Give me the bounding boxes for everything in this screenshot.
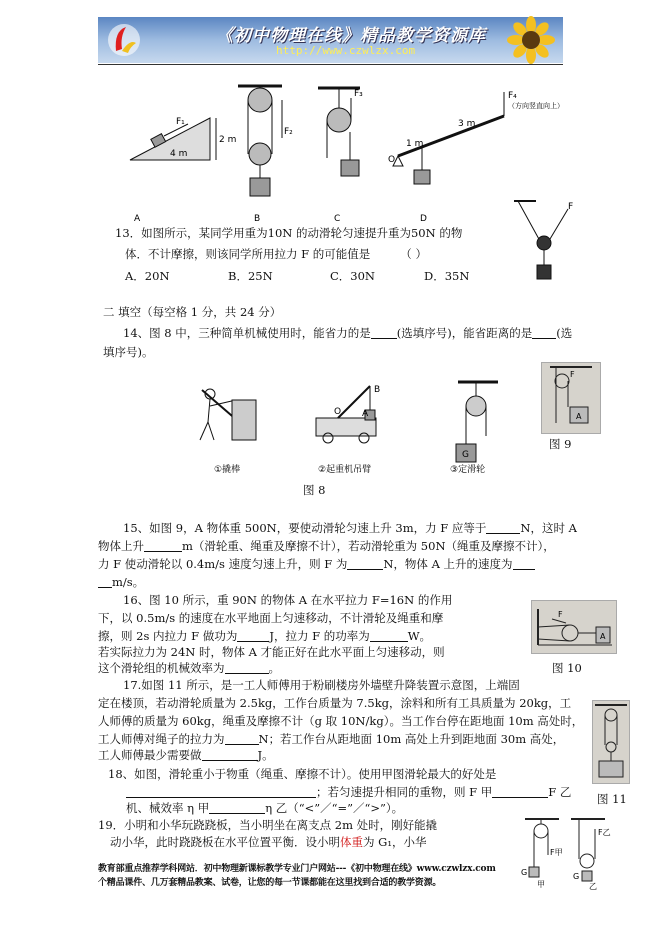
q14-line1: 14、图 8 中，三种简单机械使用时，能省力的是 (选填序号)，能省距离的是 (选 [123,326,573,340]
fig11-caption: 图 11 [597,792,627,806]
svg-text:F甲: F甲 [550,848,563,857]
footer-line1: 教育部重点推荐学科网站．初中物理新课标教学专业门户网站---《初中物理在线》www.czwlzx.com [98,864,496,874]
svg-text:4 m: 4 m [170,149,188,159]
q13-figure [510,195,580,295]
section2-title: 二 填空（每空格 1 分，共 24 分） [103,305,282,319]
svg-text:F₃: F₃ [354,89,363,99]
header-rule [98,64,563,65]
fig10-caption: 图 10 [552,661,582,675]
svg-text:F₂: F₂ [284,127,293,137]
footer-line2: 个精品课件、几万套精品教案、试卷，让您的每一节课都能在这里找到合适的教学资源。 [98,878,442,888]
q19-line2: 动小华，此时跷跷板在水平位置平衡．设小明体重为 G₁，小华 [110,835,427,849]
q13-option-a: A．20N [125,269,170,283]
q17-line5: 工人师傅最少需要做 J。 [98,748,274,762]
banner-title: 《初中物理在线》精品教学资源库 [216,26,486,46]
banner-url[interactable]: http://www.czwlzx.com [276,44,416,57]
svg-text:F: F [558,610,563,619]
svg-text:A: A [362,409,369,419]
q13-options [125,268,469,284]
q17-line1: 17.如图 11 所示，是一工人师傅用于粉刷楼房外墙壁升降装置示意图，上端固 [123,678,520,692]
svg-text:F乙: F乙 [598,828,611,837]
caption-fixed-pulley: ③定滑轮 [450,465,486,475]
caption-lever: ①撬棒 [214,465,241,475]
svg-text:F₁: F₁ [176,117,185,127]
svg-text:（方向竖直向上）: （方向竖直向上） [508,102,564,110]
q15-line4: m/s。 [98,574,144,590]
svg-text:G: G [521,868,528,877]
svg-text:O: O [334,407,342,417]
q16-line5: 这个滑轮组的机械效率为 。 [98,661,280,675]
q16-line2: 下，以 0.5m/s 的速度在水平地面上匀速移动，不计滑轮及绳重和摩 [98,611,444,625]
figure-10-photo [531,600,617,654]
q19-line1: 19．小明和小华玩跷跷板，当小明坐在离支点 2m 处时，刚好能撬 [98,818,438,832]
fig-label-d: D [420,214,427,224]
q16-line4: 若实际拉力为 24N 时，物体 A 才能正好在此水平面上匀速移动，则 [98,645,445,659]
q15-line3: 力 F 使动滑轮以 0.4m/s 速度匀速上升，则 F 为 N，物体 A 上升的速度为 [98,556,535,572]
q16-line3: 擦，则 2s 内拉力 F 做功为 J，拉力 F 的功率为 W。 [98,629,432,643]
q17-line2: 定在楼顶，若动滑轮质量为 2.5kg，工作台质量为 7.5kg，涂料和所有工具质量为 20kg，工 [98,696,572,710]
q13-option-b: B．25N [228,269,273,283]
svg-text:B: B [374,385,381,395]
sunflower-image [499,17,559,63]
q17-line3: 人师傅的质量为 60kg，绳重及摩擦不计（g 取 10N/kg）。当工作台停在距地面 10m 高处时， [98,714,584,728]
svg-text:甲: 甲 [537,880,545,889]
q13-option-c: C．30N [330,269,375,283]
q13-line2: 体．不计摩擦，则该同学所用拉力 F 的可能值是 （ ） [125,247,427,261]
svg-text:1 m: 1 m [406,139,424,149]
svg-text:乙: 乙 [589,882,597,891]
q17-line4: 工人师傅对绳子的拉力为 N；若工作台从距地面 10m 高处上升到距地面 30m 高处， [98,732,565,746]
q18-line3: 机、械效率 η 甲 η 乙（“<”／“=”／“>”）。 [126,801,404,815]
q13-paren: （ ） [400,247,427,261]
svg-text:A: A [600,632,606,641]
svg-text:A: A [576,412,582,421]
figure-abcd [120,78,564,228]
svg-text:F: F [568,202,574,212]
fig-label-b: B [254,214,261,224]
figure-8 [188,380,518,480]
q15-line1: 15、如图 9，A 物体重 500N，要使动滑轮匀速上升 3m，力 F 应等于 N，这时 A [123,521,577,535]
svg-text:F₄: F₄ [508,91,517,101]
fig9-caption: 图 9 [549,437,572,451]
q19-red-text: 体重 [340,835,363,849]
q18-figure [519,815,619,890]
svg-text:G: G [573,872,580,881]
q13-line1: 13．如图所示，某同学用重为10N 的动滑轮匀速提升重为50N 的物 [115,226,463,240]
svg-text:F: F [570,370,575,379]
q14-line2: 填序号)。 [103,345,154,359]
fig-label-a: A [134,214,141,224]
svg-text:2 m: 2 m [219,135,237,145]
figure-9-photo [541,362,601,434]
fig8-caption: 图 8 [303,483,326,497]
logo [106,21,142,59]
fig-label-c: C [334,214,341,224]
svg-text:O: O [388,155,396,165]
q18-line2: ；若匀速提升相同的重物，则 F 甲 F 乙 [126,784,571,800]
svg-text:G: G [462,450,469,460]
caption-crane: ②起重机吊臂 [318,465,372,475]
q15-line2: 物体上升 m（滑轮重、绳重及摩擦不计），若动滑轮重为 50N（绳重及摩擦不计）， [98,539,555,553]
svg-text:3 m: 3 m [458,119,476,129]
figure-11-photo [592,700,630,784]
q18-line1: 18、如图，滑轮重小于物重（绳重、摩擦不计）。使用甲图滑轮最大的好处是 [108,767,497,781]
header-banner [98,17,563,63]
q13-option-d: D．35N [424,269,470,283]
q16-line1: 16、图 10 所示，重 90N 的物体 A 在水平拉力 F=16N 的作用 [123,593,453,607]
